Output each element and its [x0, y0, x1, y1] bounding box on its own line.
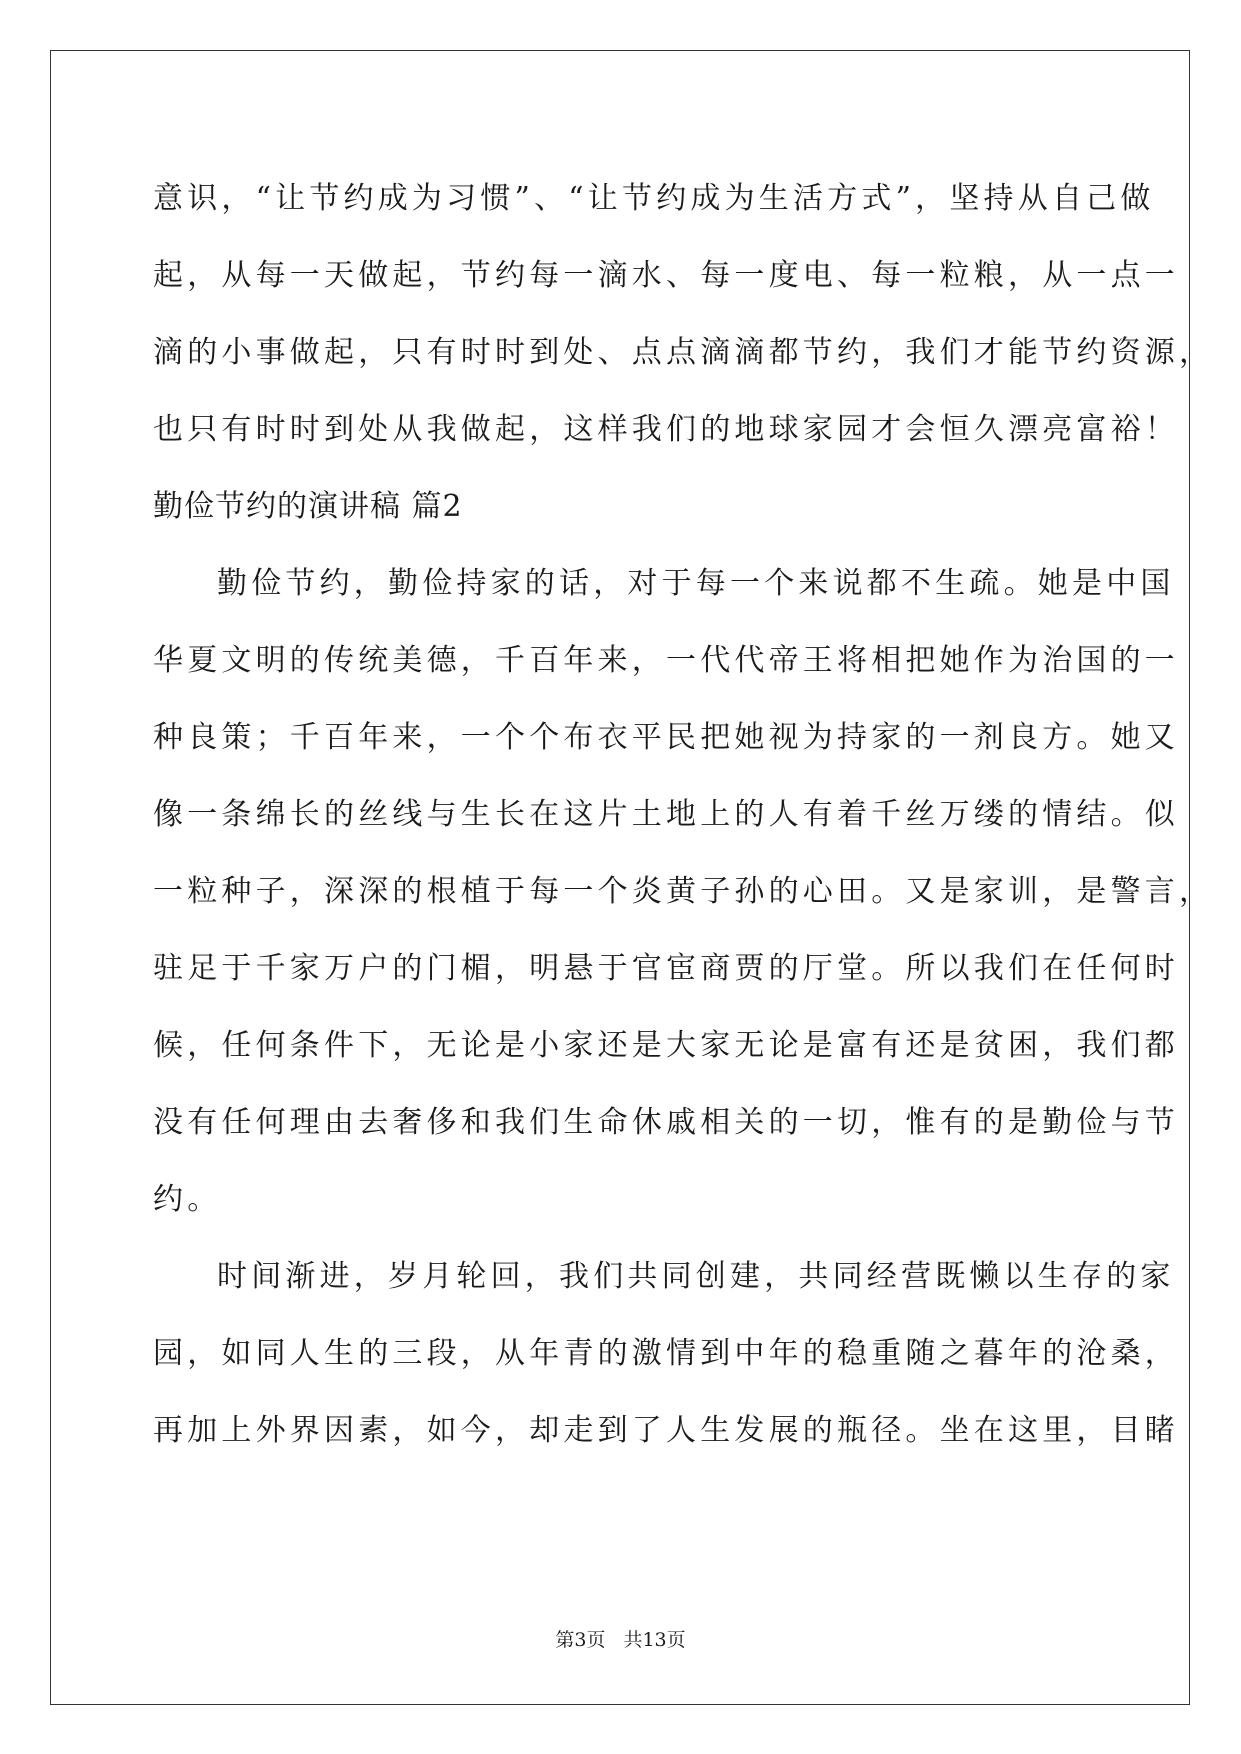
text-line: 一粒种子，深深的根植于每一个炎黄子孙的心田。又是家训，是警言，	[153, 874, 1214, 909]
text-line: 约。	[153, 1182, 222, 1217]
text-line: 候，任何条件下，无论是小家还是大家无论是富有还是贫困，我们都	[153, 1028, 1179, 1063]
text-line: 像一条绵长的丝线与生长在这片土地上的人有着千丝万缕的情结。似	[153, 797, 1179, 832]
text-line: 也只有时时到处从我做起，这样我们的地球家园才会恒久漂亮富裕！	[153, 412, 1179, 447]
text-line: 起，从每一天做起，节约每一滴水、每一度电、每一粒粮，从一点一	[153, 258, 1179, 293]
text-line: 滴的小事做起，只有时时到处、点点滴滴都节约，我们才能节约资源，	[153, 335, 1214, 370]
section-heading: 勤俭节约的演讲稿 篇2	[153, 489, 463, 524]
text-line: 驻足于千家万户的门楣，明悬于官宦商贾的厅堂。所以我们在任何时	[153, 951, 1179, 986]
text-line: 华夏文明的传统美德，千百年来，一代代帝王将相把她作为治国的一	[153, 643, 1179, 678]
page-total: 共13页	[623, 1629, 686, 1651]
text-line: 再加上外界因素，如今，却走到了人生发展的瓶径。坐在这里，目睹	[153, 1413, 1179, 1448]
text-line: 勤俭节约，勤俭持家的话，对于每一个来说都不生疏。她是中国	[217, 566, 1175, 601]
document-body	[153, 160, 1214, 1469]
text-line: 种良策；千百年来，一个个布衣平民把她视为持家的一剂良方。她又	[153, 720, 1179, 755]
text-line: 园，如同人生的三段，从年青的激情到中年的稳重随之暮年的沧桑，	[153, 1336, 1179, 1371]
text-line: 意识，“让节约成为习惯”、“让节约成为生活方式”，坚持从自己做	[153, 181, 1155, 216]
page-number: 第3页	[555, 1629, 606, 1651]
page-footer	[0, 1628, 1241, 1652]
text-line: 时间渐进，岁月轮回，我们共同创建，共同经营既懒以生存的家	[217, 1259, 1175, 1294]
text-line: 没有任何理由去奢侈和我们生命休戚相关的一切，惟有的是勤俭与节	[153, 1105, 1179, 1140]
